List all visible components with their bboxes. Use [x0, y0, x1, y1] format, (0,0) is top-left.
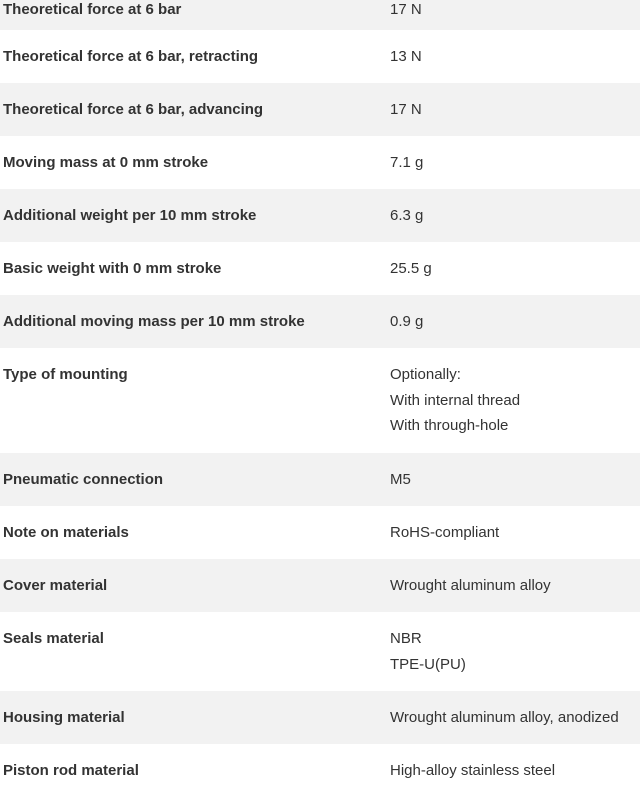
- spec-value-line: With through-hole: [390, 417, 509, 434]
- spec-row: [0, 0, 640, 30]
- spec-value: [390, 520, 640, 559]
- spec-label: Cover material: [3, 577, 108, 594]
- spec-value-line: RoHS-compliant: [390, 524, 500, 541]
- spec-value-line: NBR: [390, 630, 422, 647]
- spec-value-line: 13 N: [390, 48, 422, 65]
- spec-label: Theoretical force at 6 bar: [3, 1, 182, 18]
- spec-value-line: Wrought aluminum alloy, anodized: [390, 709, 619, 726]
- spec-row: [0, 348, 640, 453]
- spec-row: [0, 744, 640, 784]
- spec-label: Pneumatic connection: [3, 471, 164, 488]
- spec-row: [0, 83, 640, 136]
- spec-value: [390, 758, 640, 784]
- spec-value: [390, 626, 640, 691]
- spec-label: Moving mass at 0 mm stroke: [3, 154, 209, 171]
- spec-value-line: 7.1 g: [390, 154, 424, 171]
- spec-value-line: Optionally:: [390, 366, 461, 383]
- spec-label: Housing material: [3, 709, 125, 726]
- spec-value: [390, 705, 640, 744]
- spec-value-line: 25.5 g: [390, 260, 432, 277]
- spec-label: Type of mounting: [3, 366, 128, 383]
- spec-label: Additional weight per 10 mm stroke: [3, 207, 257, 224]
- spec-value-line: 0.9 g: [390, 313, 424, 330]
- spec-value: [390, 256, 640, 295]
- spec-row: [0, 612, 640, 691]
- spec-value-line: 17 N: [390, 101, 422, 118]
- spec-value-line: M5: [390, 471, 411, 488]
- spec-value-line: TPE-U(PU): [390, 655, 466, 673]
- spec-value: [390, 150, 640, 189]
- spec-label: Basic weight with 0 mm stroke: [3, 260, 222, 277]
- spec-label: Piston rod material: [3, 762, 139, 779]
- spec-row: [0, 136, 640, 189]
- spec-value-line: 17 N: [390, 1, 422, 18]
- spec-value-line: 6.3 g: [390, 207, 424, 224]
- spec-row: [0, 691, 640, 744]
- spec-value-line: With internal thread: [390, 391, 521, 409]
- spec-row: [0, 30, 640, 83]
- spec-value: [390, 467, 640, 506]
- spec-row: [0, 295, 640, 348]
- spec-row: [0, 189, 640, 242]
- spec-value-line: Wrought aluminum alloy: [390, 577, 551, 594]
- spec-value-line: High-alloy stainless steel: [390, 762, 556, 779]
- spec-row: [0, 242, 640, 295]
- spec-row: [0, 506, 640, 559]
- spec-label: Note on materials: [3, 524, 129, 541]
- spec-label: Theoretical force at 6 bar, advancing: [3, 101, 264, 118]
- spec-label: Additional moving mass per 10 mm stroke: [3, 313, 305, 330]
- spec-label: Seals material: [3, 630, 104, 647]
- spec-value: [390, 309, 640, 348]
- spec-row: [0, 453, 640, 506]
- spec-value: [390, 44, 640, 83]
- spec-value: [390, 0, 640, 30]
- spec-value: [390, 573, 640, 612]
- spec-label: Theoretical force at 6 bar, retracting: [3, 48, 259, 65]
- spec-value: [390, 203, 640, 242]
- spec-row: [0, 559, 640, 612]
- spec-value: [390, 97, 640, 136]
- spec-value: [390, 362, 640, 453]
